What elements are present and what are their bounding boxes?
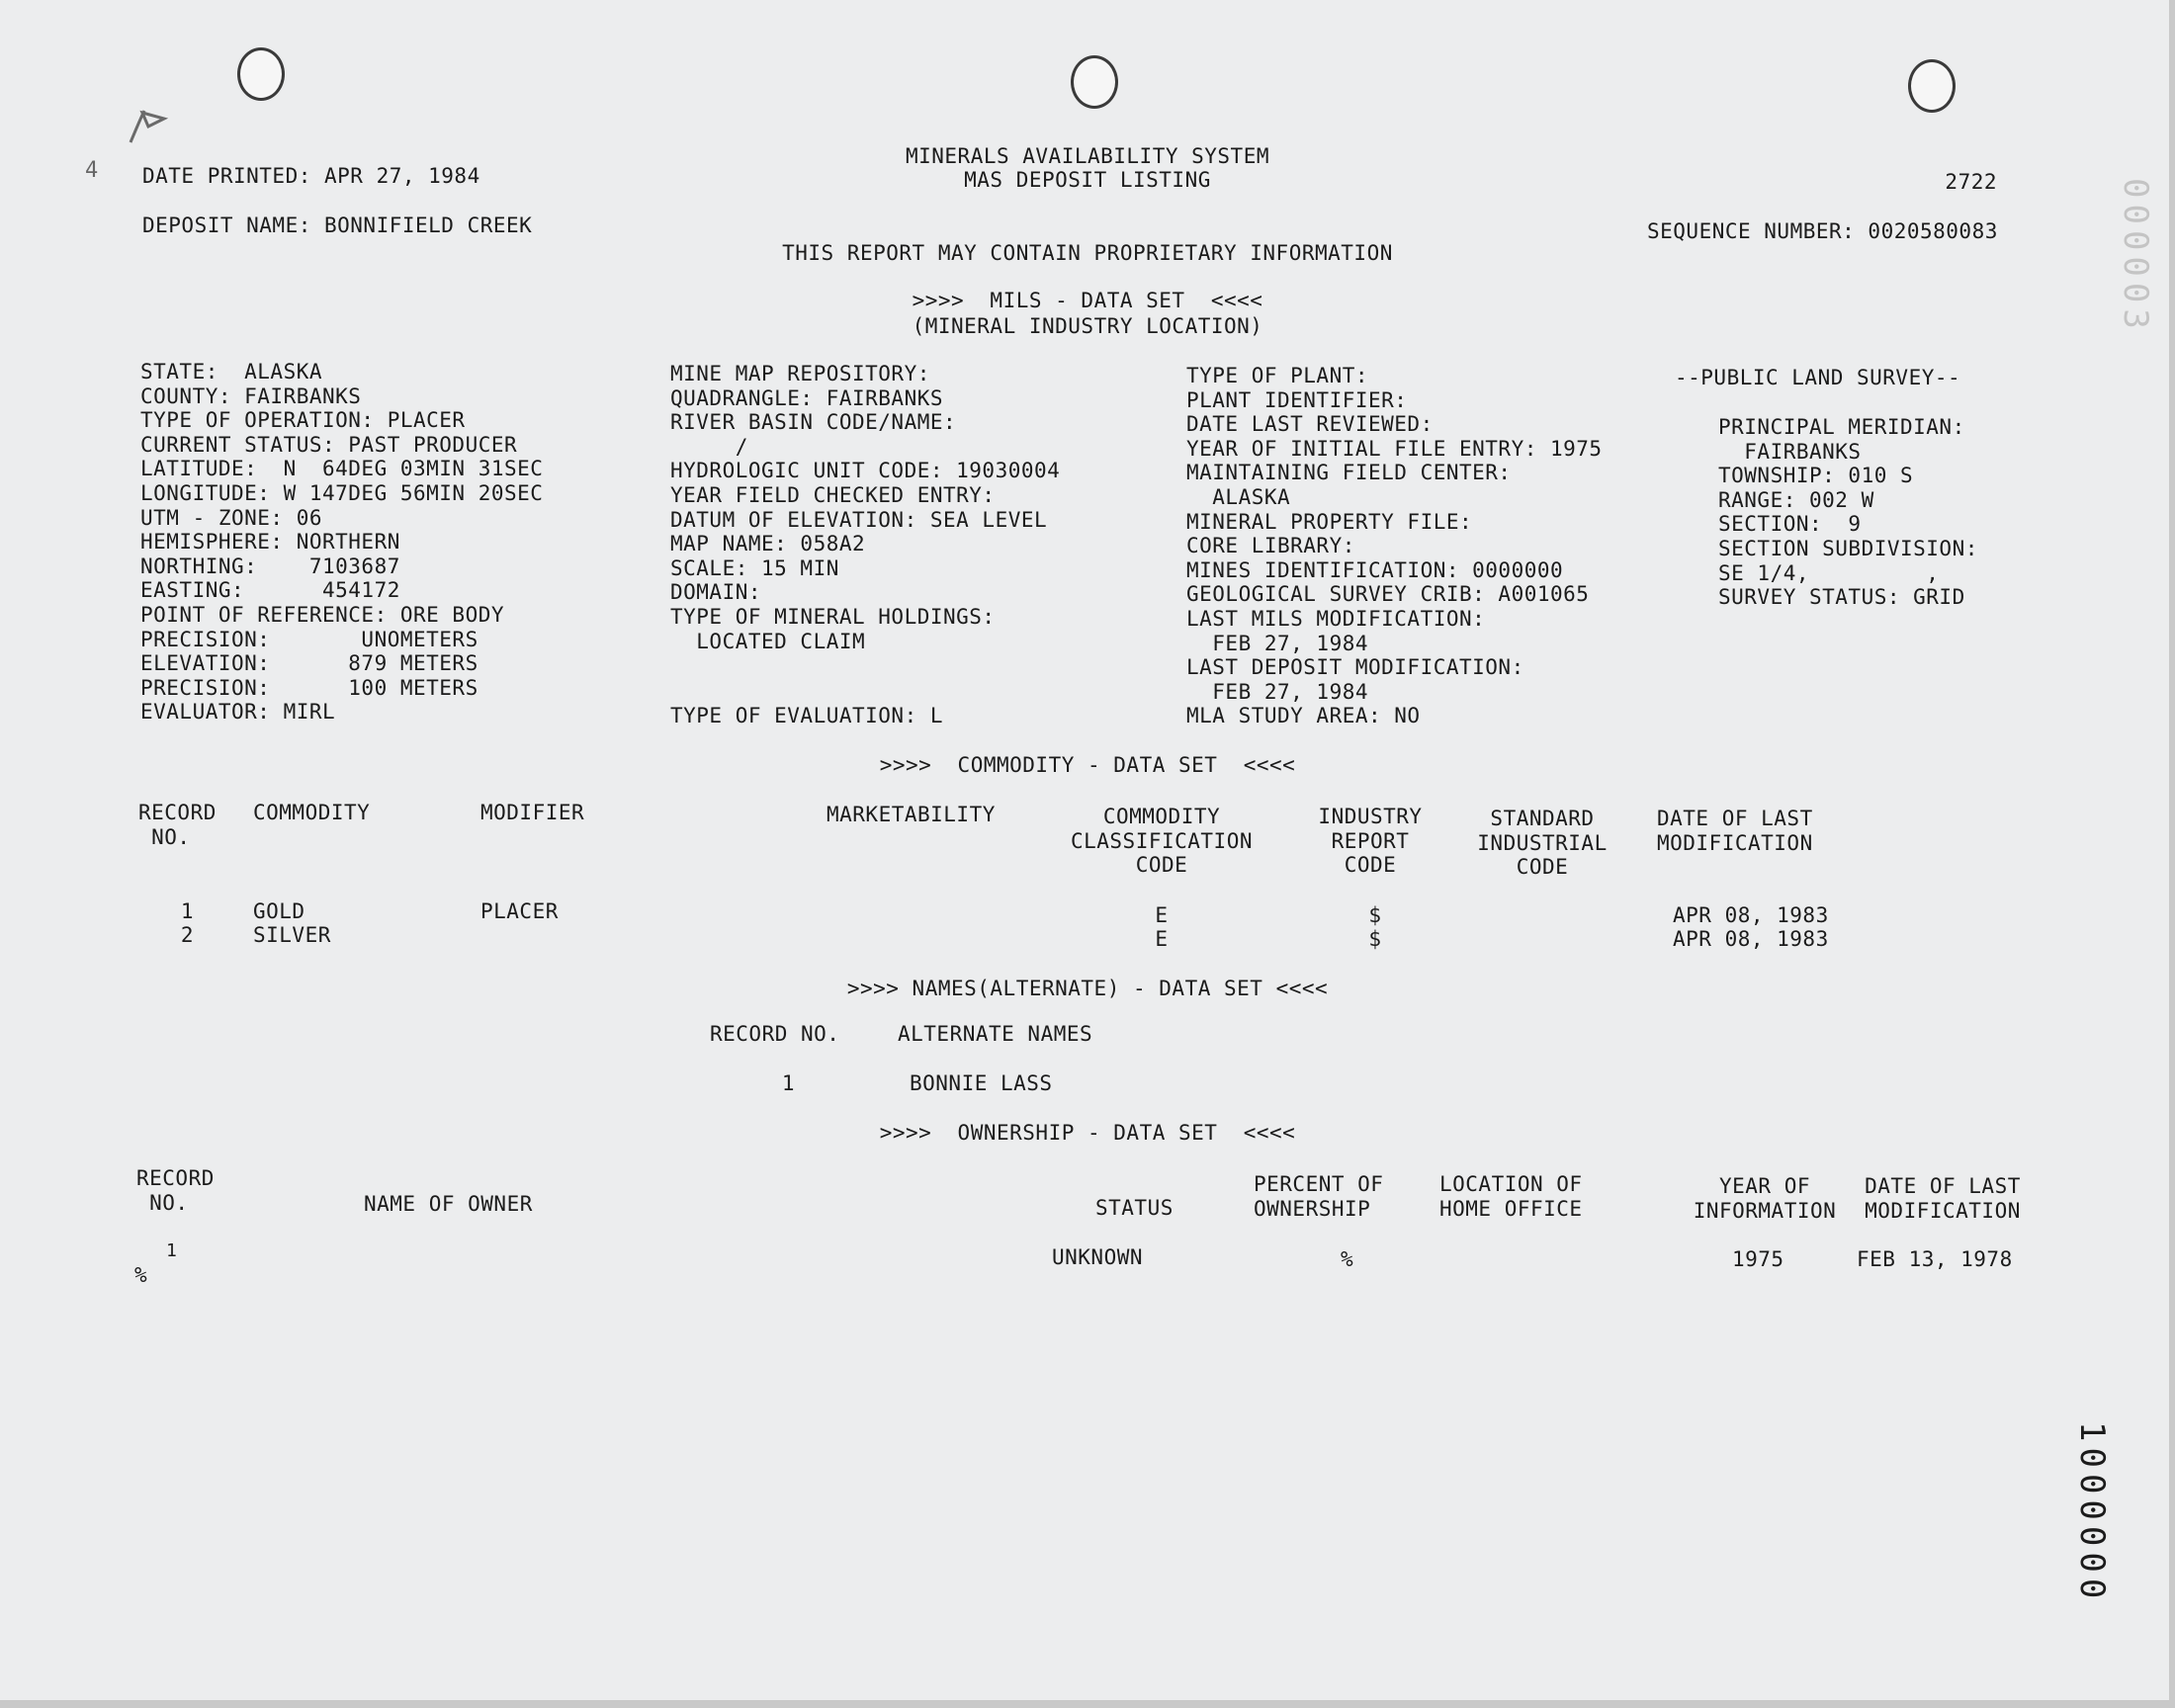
ownership-date: FEB 13, 1978 <box>1857 1247 2013 1271</box>
mils-field: MINE MAP REPOSITORY: <box>670 362 930 385</box>
margin-number: 4 <box>85 158 99 183</box>
mils-field: STATE: ALASKA <box>140 360 323 384</box>
ownership-header-date: DATE OF LAST MODIFICATION <box>1865 1174 2021 1223</box>
ownership-header-location: LOCATION OF HOME OFFICE <box>1439 1172 1583 1221</box>
survey-field: SURVEY STATUS: GRID <box>1718 585 1965 610</box>
commodity-modifier: PLACER <box>480 899 559 923</box>
punch-hole-left <box>237 47 285 101</box>
mils-field: TYPE OF EVALUATION: L <box>670 704 944 727</box>
commodity-industry: $ <box>1368 927 1382 951</box>
commodity-date: APR 08, 1983 <box>1673 927 1829 951</box>
mils-field: ALASKA <box>1186 485 1291 509</box>
mils-field: DATE LAST REVIEWED: <box>1186 412 1434 437</box>
ownership-header-owner: NAME OF OWNER <box>364 1192 533 1216</box>
margin-stamp-top: 000003 <box>2116 178 2155 335</box>
mils-field: EVALUATOR: MIRL <box>140 700 336 725</box>
ownership-status: UNKNOWN <box>1052 1245 1144 1269</box>
mils-field: QUADRANGLE: FAIRBANKS <box>670 385 944 410</box>
mils-field: MAP NAME: 058A2 <box>670 532 866 556</box>
names-header-record: RECORD NO. <box>710 1022 840 1046</box>
punch-hole-right <box>1908 59 1956 113</box>
mils-field: TYPE OF MINERAL HOLDINGS: <box>670 605 996 629</box>
commodity-name: GOLD <box>253 899 305 923</box>
mils-field: RIVER BASIN CODE/NAME: <box>670 410 957 435</box>
mils-field: LAST MILS MODIFICATION: <box>1186 607 1486 631</box>
ownership-percent: % <box>1341 1247 1354 1271</box>
date-printed: DATE PRINTED: APR 27, 1984 <box>142 164 480 188</box>
names-title: >>>> NAMES(ALTERNATE) - DATA SET <<<< <box>846 977 1329 1000</box>
names-record-no: 1 <box>781 1071 795 1095</box>
mils-title: >>>> MILS - DATA SET <<<< <box>912 289 1263 312</box>
ownership-title: >>>> OWNERSHIP - DATA SET <<<< <box>879 1121 1296 1145</box>
names-row <box>0 1071 2175 1096</box>
survey-field: SECTION SUBDIVISION: <box>1718 537 1978 560</box>
mils-field: / <box>670 434 748 459</box>
mils-field: DATUM OF ELEVATION: SEA LEVEL <box>670 507 1048 532</box>
commodity-header-commodity: COMMODITY <box>253 801 371 824</box>
commodity-header-industry: INDUSTRY REPORT CODE <box>1318 805 1423 878</box>
mils-field: COUNTY: FAIRBANKS <box>140 384 362 408</box>
survey-field: FAIRBANKS <box>1718 439 1862 464</box>
commodity-header-modifier: MODIFIER <box>480 801 585 824</box>
commodity-row <box>0 923 2175 951</box>
commodity-header-standard: STANDARD INDUSTRIAL CODE <box>1477 807 1608 880</box>
mils-field: ELEVATION: 879 METERS <box>140 651 478 676</box>
ownership-row <box>0 1239 2175 1289</box>
mils-field: LOCATED CLAIM <box>670 629 866 653</box>
mils-field: LONGITUDE: W 147DEG 56MIN 20SEC <box>140 481 544 505</box>
commodity-date: APR 08, 1983 <box>1673 903 1829 927</box>
mils-field: FEB 27, 1984 <box>1186 631 1369 655</box>
commodity-title: >>>> COMMODITY - DATA SET <<<< <box>879 753 1296 777</box>
mils-field: TYPE OF PLANT: <box>1186 364 1369 387</box>
commodity-record-no: 2 <box>180 923 194 947</box>
mils-field: MINES IDENTIFICATION: 0000000 <box>1186 557 1564 582</box>
mils-field: POINT OF REFERENCE: ORE BODY <box>140 603 505 627</box>
mils-field: EASTING: 454172 <box>140 578 400 603</box>
commodity-row <box>0 899 2175 927</box>
deposit-name: DEPOSIT NAME: BONNIFIELD CREEK <box>142 214 533 237</box>
ownership-record-no: 1 <box>166 1240 178 1261</box>
mils-field: YEAR FIELD CHECKED ENTRY: <box>670 483 996 507</box>
ownership-header-record: RECORD NO. <box>136 1166 215 1215</box>
mils-subtitle: (MINERAL INDUSTRY LOCATION) <box>912 314 1263 338</box>
mils-field: TYPE OF OPERATION: PLACER <box>140 408 466 433</box>
mils-field: FEB 27, 1984 <box>1186 679 1369 704</box>
survey-field: PRINCIPAL MERIDIAN: <box>1718 415 1965 439</box>
mils-field: LATITUDE: N 64DEG 03MIN 31SEC <box>140 457 544 481</box>
commodity-classification: E <box>1155 927 1169 951</box>
mils-field: MLA STUDY AREA: NO <box>1186 704 1421 728</box>
commodity-header-record: RECORD NO. <box>138 801 217 849</box>
commodity-classification: E <box>1155 903 1169 927</box>
mils-field: SCALE: 15 MIN <box>670 555 839 580</box>
mils-field: PRECISION: 100 METERS <box>140 675 478 700</box>
survey-field: SE 1/4, , <box>1718 560 1940 585</box>
ownership-percent-marker: % <box>134 1263 148 1287</box>
ownership-header-percent: PERCENT OF OWNERSHIP <box>1254 1172 1384 1221</box>
commodity-header-date: DATE OF LAST MODIFICATION <box>1657 807 1813 855</box>
mils-field: UTM - ZONE: 06 <box>140 505 323 530</box>
proprietary-notice: THIS REPORT MAY CONTAIN PROPRIETARY INFORMATION <box>782 241 1393 265</box>
mils-field: DOMAIN: <box>670 580 762 605</box>
pen-mark-icon <box>123 99 182 148</box>
page-code: 2722 <box>1945 170 1997 194</box>
public-land-survey-title: --PUBLIC LAND SURVEY-- <box>1675 366 1961 389</box>
mils-field: GEOLOGICAL SURVEY CRIB: A001065 <box>1186 582 1590 607</box>
mils-field: YEAR OF INITIAL FILE ENTRY: 1975 <box>1186 436 1603 461</box>
ownership-header-status: STATUS <box>1095 1196 1174 1220</box>
names-header-names: ALTERNATE NAMES <box>898 1022 1093 1046</box>
alternate-name: BONNIE LASS <box>910 1071 1053 1095</box>
punch-hole-center <box>1071 55 1118 109</box>
commodity-name: SILVER <box>253 923 331 947</box>
mils-field: HEMISPHERE: NORTHERN <box>140 530 400 555</box>
page-edge-right <box>2169 0 2175 1708</box>
mils-field: PRECISION: UNOMETERS <box>140 627 478 651</box>
survey-field: SECTION: 9 <box>1718 512 1862 537</box>
mils-field: MINERAL PROPERTY FILE: <box>1186 509 1473 534</box>
ownership-header-year: YEAR OF INFORMATION <box>1693 1174 1837 1223</box>
commodity-industry: $ <box>1368 903 1382 927</box>
sequence-number: SEQUENCE NUMBER: 0020580083 <box>1647 219 1998 243</box>
page-edge-bottom <box>0 1700 2175 1708</box>
ownership-year: 1975 <box>1732 1247 1784 1271</box>
mils-field: MAINTAINING FIELD CENTER: <box>1186 461 1512 485</box>
margin-stamp-bottom: 1000000 <box>2072 1421 2112 1605</box>
mils-field: CORE LIBRARY: <box>1186 534 1355 558</box>
mils-field: HYDROLOGIC UNIT CODE: 19030004 <box>670 459 1061 483</box>
mils-field: PLANT IDENTIFIER: <box>1186 387 1408 412</box>
mils-field: NORTHING: 7103687 <box>140 554 400 578</box>
commodity-header-classification: COMMODITY CLASSIFICATION CODE <box>1070 805 1253 878</box>
commodity-header-marketability: MARKETABILITY <box>826 803 996 826</box>
mils-field: CURRENT STATUS: PAST PRODUCER <box>140 432 518 457</box>
mils-field: LAST DEPOSIT MODIFICATION: <box>1186 655 1524 680</box>
listing-title: MAS DEPOSIT LISTING <box>964 168 1211 192</box>
survey-field: RANGE: 002 W <box>1718 487 1874 512</box>
system-title: MINERALS AVAILABILITY SYSTEM <box>905 144 1269 168</box>
commodity-record-no: 1 <box>180 899 194 923</box>
survey-field: TOWNSHIP: 010 S <box>1718 464 1914 488</box>
